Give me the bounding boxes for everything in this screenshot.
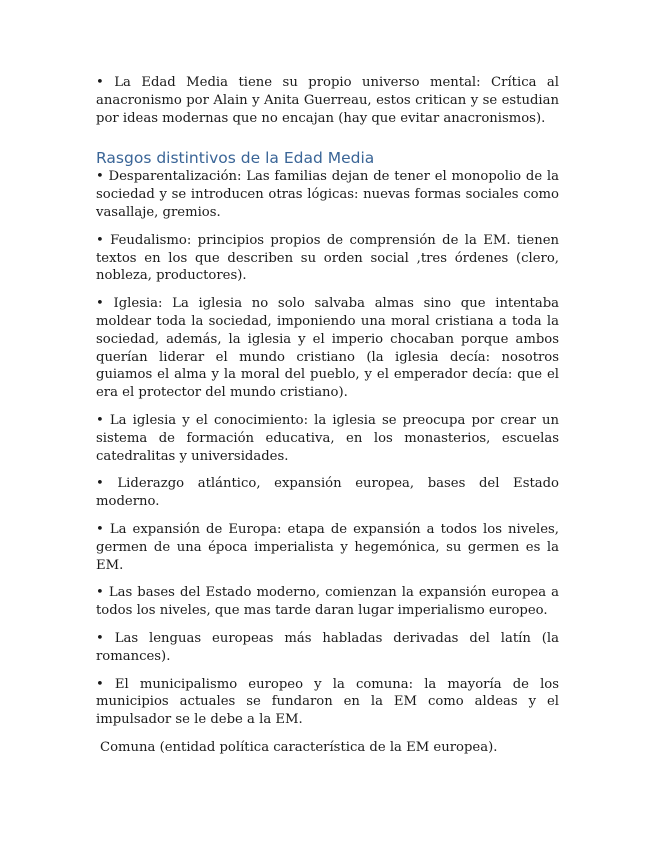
paragraph-iglesia-conocimiento: • La iglesia y el conocimiento: la iglesia se preocupa por crear un sistema de formación educativa, en los monasterios, escuelas catedralitas y universidades. [96, 412, 559, 464]
paragraph-estado-moderno: • Las bases del Estado moderno, comienzan la expansión europea a todos los niveles, que mas tarde daran lugar imperialismo europeo. [96, 585, 559, 619]
paragraph-comuna: Comuna (entidad política característica de la EM europea). [100, 739, 498, 755]
intro-paragraph: • La Edad Media tiene su propio universo mental: Crítica al anacronismo por Alain y Anita Guerreau, estos critican y se estudian por ideas modernas que no encajan (hay que evitar anacronismos). [96, 75, 559, 126]
paragraph-desparentalizacion: • Desparentalización: Las familias dejan de tener el monopolio de la sociedad y se introducen otras lógicas: nuevas formas sociales como vasallaje, gremios. [96, 169, 559, 220]
document-page [96, 74, 559, 767]
section-heading: Rasgos distintivos de la Edad Media [96, 149, 375, 168]
paragraph-iglesia: • Iglesia: La iglesia no solo salvaba almas sino que intentaba moldear toda la sociedad, imponiendo una moral cristiana a toda la sociedad, además, la iglesia y el imperio chocaban porque ambos querían liderar el mundo cristiano (la iglesia decía: nosotros guiamos el alma y la moral del pueblo, y el emperador decía: que el era el protector del mundo cristiano). [96, 296, 559, 401]
paragraph-expansion-europa: • La expansión de Europa: etapa de expansión a todos los niveles, germen de una época imperialista y hegemónica, su germen es la EM. [96, 521, 559, 573]
paragraph-liderazgo-atlantico: • Liderazgo atlántico, expansión europea, bases del Estado moderno. [96, 476, 559, 510]
paragraph-lenguas-europeas: • Las lenguas europeas más habladas derivadas del latín (la romances). [96, 630, 559, 664]
paragraph-feudalismo: • Feudalismo: principios propios de comprensión de la EM. tienen textos en los que describen su orden social ,tres órdenes (clero, nobleza, productores). [96, 232, 559, 284]
paragraph-municipalismo: • El municipalismo europeo y la comuna: la mayoría de los municipios actuales se fundaron en la EM como aldeas y el impulsador se le debe a la EM. [96, 676, 559, 728]
